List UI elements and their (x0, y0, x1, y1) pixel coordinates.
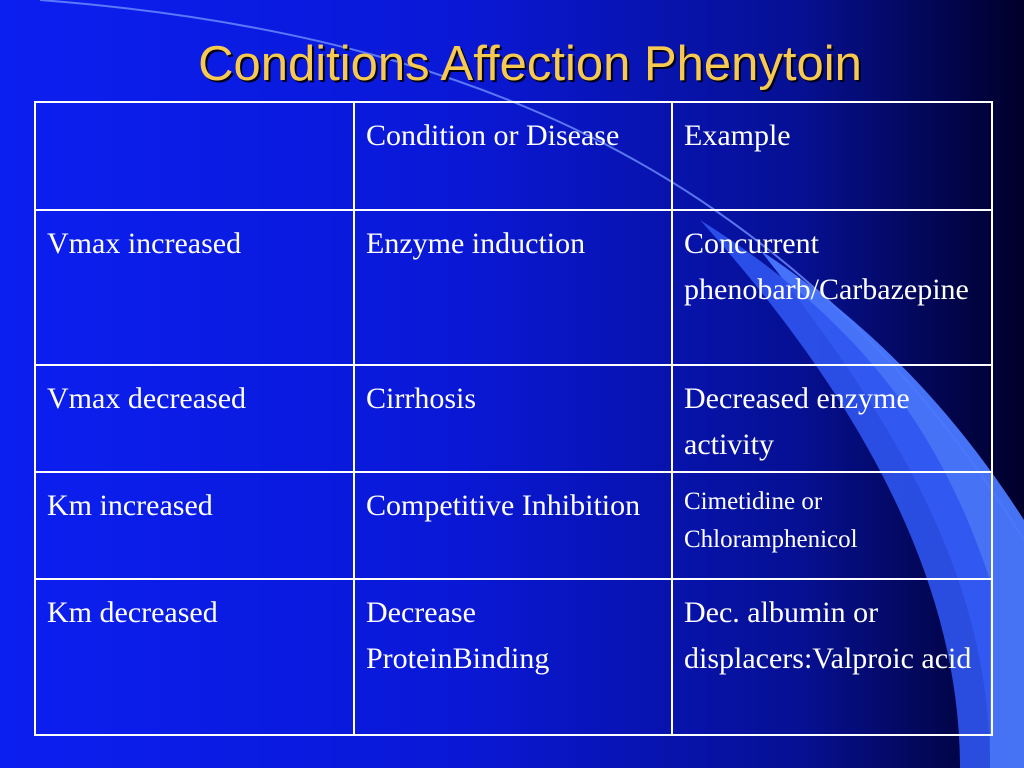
table-row (35, 472, 992, 579)
table-header-row (35, 102, 992, 210)
phenytoin-conditions-table (34, 101, 993, 736)
header-cell-empty (35, 102, 354, 210)
table-row (35, 210, 992, 365)
table-cell-parameter: Vmax increased (35, 210, 354, 365)
slide-title: Conditions Affection Phenytoin (198, 37, 862, 91)
table-row (35, 579, 992, 735)
table-cell-condition: Competitive Inhibition (354, 472, 672, 579)
table-cell-example: Dec. albumin or displacers:Valproic acid (672, 579, 992, 735)
table-row (35, 365, 992, 472)
table-cell-parameter: Km increased (35, 472, 354, 579)
table-cell-condition: Enzyme induction (354, 210, 672, 365)
table-cell-example: Concurrent phenobarb/Carbazepine (672, 210, 992, 365)
table-cell-condition: Decrease ProteinBinding (354, 579, 672, 735)
header-cell-condition: Condition or Disease (354, 102, 672, 210)
table-cell-example: Cimetidine or Chloramphenicol (672, 472, 992, 579)
header-cell-example: Example (672, 102, 992, 210)
table-cell-parameter: Km decreased (35, 579, 354, 735)
table-cell-condition: Cirrhosis (354, 365, 672, 472)
table-cell-example: Decreased enzyme activity (672, 365, 992, 472)
table-cell-parameter: Vmax decreased (35, 365, 354, 472)
